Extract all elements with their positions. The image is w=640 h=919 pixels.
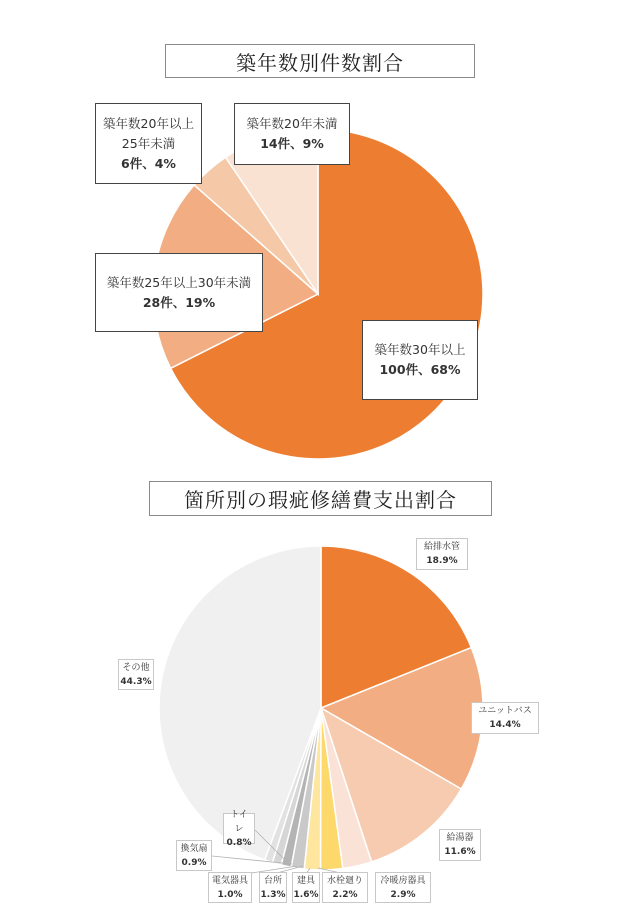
chart2-label-toilet-value: 0.8% — [226, 837, 252, 848]
chart2-label-toilet — [223, 809, 255, 848]
chart2-label-waterheater-name: 給湯器 — [446, 833, 474, 843]
chart2-label-other-name: その他 — [122, 662, 150, 673]
chart1-label-25to30 — [95, 253, 263, 332]
chart1-label-20to25-name-line2: 25年未満 — [121, 135, 176, 151]
chart1-label-20to25-value: 6件、4% — [121, 155, 176, 171]
chart2-label-fittings — [292, 872, 320, 903]
chart2-label-unitbath-name: ユニットバス — [478, 706, 532, 716]
chart2-label-other-value: 44.3% — [120, 676, 152, 687]
chart2-label-aircon-value: 2.9% — [390, 889, 416, 900]
chart2-label-electric-name: 電気器具 — [212, 875, 249, 886]
chart2-label-fan-value: 0.9% — [181, 857, 207, 868]
chart2-label-fan — [176, 840, 212, 871]
chart1-label-under20 — [234, 103, 350, 165]
chart2-label-electric-value: 1.0% — [217, 889, 243, 900]
chart2-label-unitbath — [471, 702, 539, 734]
chart1-label-20to25-name-line1: 築年数20年以上 — [103, 115, 194, 131]
chart1-label-under20-value: 14件、9% — [260, 136, 324, 151]
chart2-label-aircon-name: 冷暖房器具 — [380, 875, 426, 886]
chart2-label-kitchen-value: 1.3% — [260, 889, 286, 900]
chart2-label-kitchen — [259, 872, 287, 903]
chart1-label-30plus — [362, 320, 478, 400]
chart2-label-fittings-value: 1.6% — [293, 889, 319, 900]
chart2-title: 箇所別の瑕疵修繕費支出割合 — [149, 481, 492, 516]
chart1-title: 築年数別件数割合 — [165, 44, 475, 78]
chart2-label-waterheater — [439, 829, 481, 861]
chart2-label-plumbing — [416, 538, 468, 570]
chart2-label-electric — [208, 872, 252, 903]
chart2-label-faucet — [322, 872, 368, 903]
chart1-label-20to25 — [95, 103, 202, 184]
chart2-label-kitchen-name: 台所 — [263, 875, 282, 886]
chart2-label-toilet-name: トイレ — [230, 809, 248, 834]
chart1-label-30plus-value: 100件、68% — [379, 362, 461, 377]
chart2-label-other — [118, 659, 154, 690]
chart2-label-waterheater-value: 11.6% — [444, 847, 476, 857]
chart2-label-plumbing-name: 給排水管 — [423, 542, 460, 552]
chart2-label-plumbing-value: 18.9% — [426, 556, 458, 566]
chart2-label-aircon — [375, 872, 431, 903]
chart2-label-faucet-value: 2.2% — [332, 889, 358, 900]
chart1-label-25to30-value: 28件、19% — [142, 294, 216, 310]
chart1-label-25to30-name: 築年数25年以上30年未満 — [106, 274, 252, 290]
chart1-label-under20-name: 築年数20年未満 — [246, 116, 338, 131]
chart2-label-fan-name: 換気扇 — [180, 843, 208, 854]
chart2-label-fittings-name: 建具 — [296, 875, 315, 886]
chart1-label-30plus-name: 築年数30年以上 — [374, 342, 466, 357]
chart2-label-faucet-name: 水栓廻り — [326, 875, 363, 886]
chart2-label-unitbath-value: 14.4% — [489, 720, 521, 730]
